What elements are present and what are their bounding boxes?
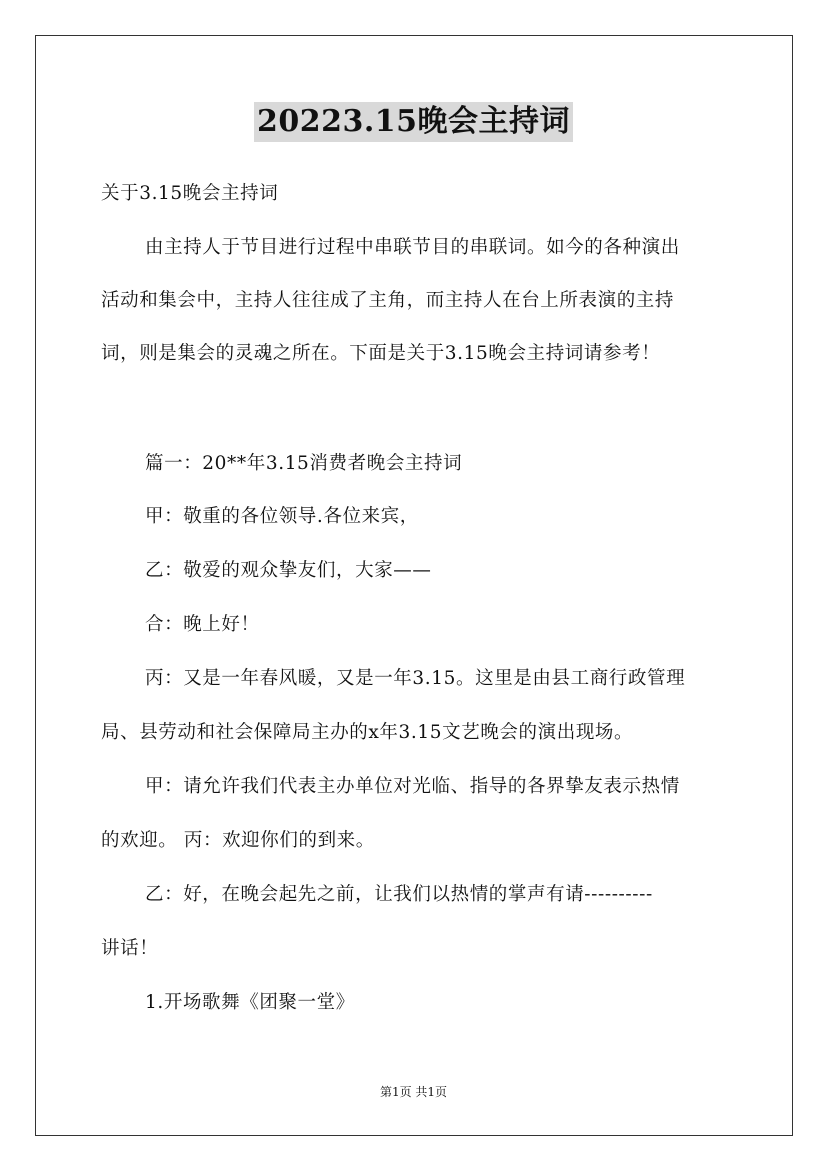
- paragraph-line-14: 讲话！: [101, 938, 159, 959]
- paragraph-line-12: 的欢迎。 丙：欢迎你们的到来。: [101, 830, 375, 851]
- paragraph-line-10: 局、县劳动和社会保障局主办的x年3.15文艺晚会的演出现场。: [101, 722, 634, 743]
- paragraph-line-4: 词，则是集会的灵魂之所在。下面是关于3.15晚会主持词请参考！: [101, 343, 661, 364]
- paragraph-line-11: 甲：请允许我们代表主办单位对光临、指导的各界挚友表示热情: [145, 776, 680, 797]
- page-number-label: 第1页 共1页: [379, 1085, 448, 1099]
- paragraph-line-9: 丙：又是一年春风暖，又是一年3.15。这里是由县工商行政管理: [145, 668, 686, 689]
- paragraph-line-15: 1.开场歌舞《团聚一堂》: [145, 992, 355, 1013]
- paragraph-line-2: 由主持人于节目进行过程中串联节目的串联词。如今的各种演出: [145, 237, 680, 258]
- paragraph-line-6: 甲：敬重的各位领导.各位来宾，: [145, 506, 419, 527]
- paragraph-line-8: 合：晚上好！: [145, 614, 260, 635]
- paragraph-line-3: 活动和集会中，主持人往往成了主角，而主持人在台上所表演的主持: [101, 290, 675, 311]
- page-footer: [0, 1084, 827, 1100]
- document-title: 20223.15晚会主持词: [254, 102, 573, 142]
- paragraph-line-1: 关于3.15晚会主持词: [101, 183, 279, 204]
- title-container: [0, 102, 827, 142]
- paragraph-line-5: 篇一：20**年3.15消费者晚会主持词: [145, 453, 463, 474]
- paragraph-line-13: 乙：好，在晚会起先之前，让我们以热情的掌声有请----------: [145, 884, 653, 905]
- paragraph-line-7: 乙：敬爱的观众挚友们，大家——: [145, 560, 432, 581]
